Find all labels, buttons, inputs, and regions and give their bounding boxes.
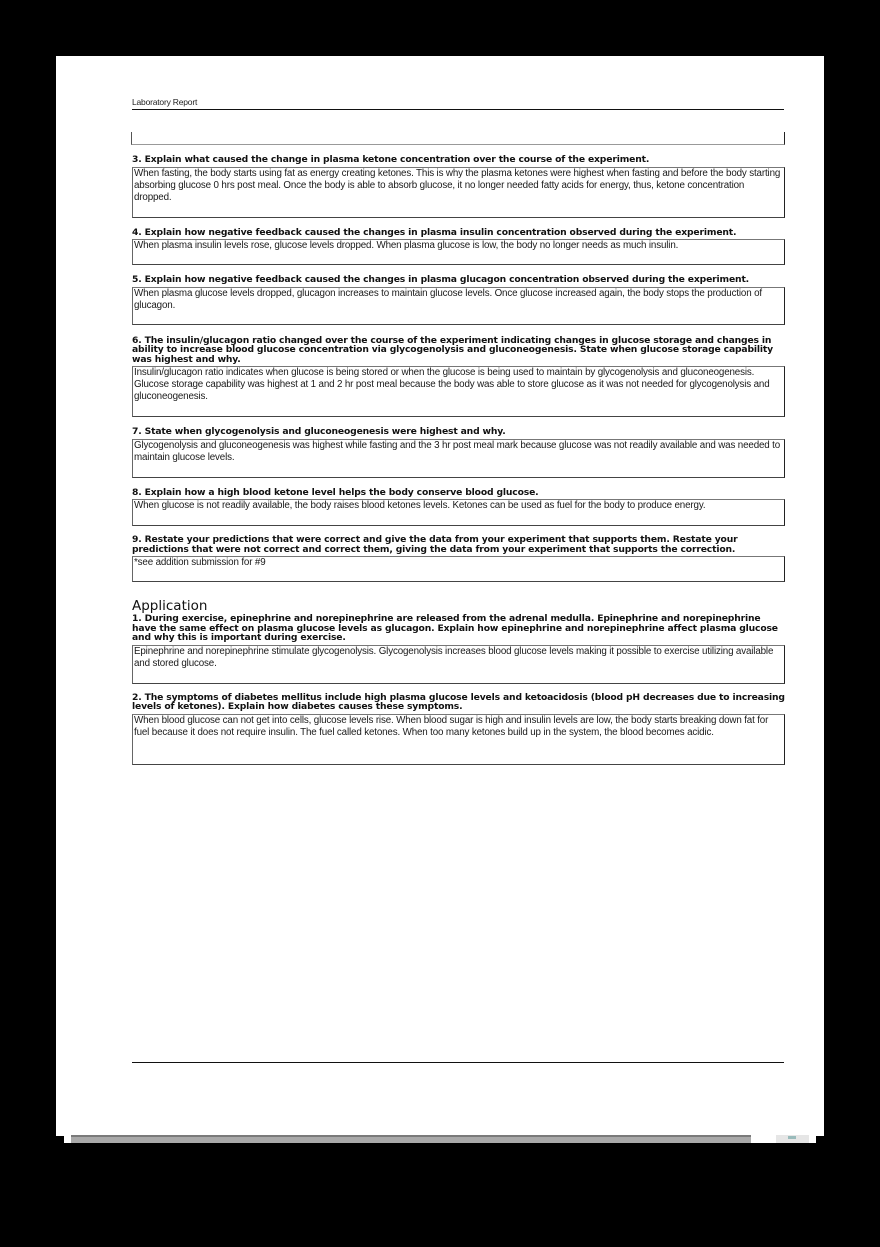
application-question-2 <box>132 693 785 765</box>
answer-field[interactable]: When fasting, the body starts using fat as energy creating ketones. This is why the plasma ketones were highest when fasting and before the body starting absorbing glucose 0 hrs post meal. Once the body is able to absorb glucose, it no longer needed fatty acids for energy, thus, ketone concentration dropped. <box>132 167 785 218</box>
question-3 <box>132 155 785 218</box>
question-4 <box>132 228 785 266</box>
question-prompt: 2. The symptoms of diabetes mellitus include high plasma glucose levels and ketoacidosis (blood pH decreases due to increasing levels of ketones). Explain how diabetes causes these symptoms. <box>132 691 785 712</box>
section-title-application: Application <box>132 598 208 614</box>
question-7 <box>132 427 785 478</box>
question-5 <box>132 275 785 325</box>
scrollbar-corner[interactable] <box>776 1135 809 1143</box>
horizontal-scrollbar[interactable] <box>64 1135 816 1143</box>
running-header: Laboratory Report <box>132 97 784 110</box>
document-page <box>56 56 824 1136</box>
question-prompt: 3. Explain what caused the change in plasma ketone concentration over the course of the experiment. <box>132 154 650 165</box>
answer-field[interactable]: When plasma glucose levels dropped, glucagon increases to maintain glucose levels. Once glucose increased again, the body stops the production of glucagon. <box>132 287 785 325</box>
answer-field[interactable]: When glucose is not readily available, the body raises blood ketones levels. Ketones can be used as fuel for the body to produce energy. <box>132 499 785 526</box>
answer-field[interactable]: Epinephrine and norepinephrine stimulate glycogenolysis. Glycogenolysis increases blood glucose levels making it possible to exercise utilizing available and stored glucose. <box>132 645 785 684</box>
question-prompt: 7. State when glycogenolysis and gluconeogenesis were highest and why. <box>132 426 506 437</box>
previous-answer-box-tail <box>131 132 785 145</box>
page-content <box>132 155 785 765</box>
question-6 <box>132 336 785 418</box>
footer-rule <box>132 1062 784 1063</box>
scrollbar-track[interactable] <box>71 1135 751 1143</box>
question-prompt: 5. Explain how negative feedback caused the changes in plasma glucagon concentration observed during the experiment. <box>132 274 750 285</box>
question-8 <box>132 488 785 527</box>
question-prompt: 4. Explain how negative feedback caused the changes in plasma insulin concentration observed during the experiment. <box>132 226 737 238</box>
question-prompt: 8. Explain how a high blood ketone level helps the body conserve blood glucose. <box>132 486 539 498</box>
answer-field[interactable]: When blood glucose can not get into cells, glucose levels rise. When blood sugar is high and insulin levels are low, the body starts breaking down fat for fuel because it does not require insulin. The fuel called ketones. When too many ketones build up in the system, the blood becomes acidic. <box>132 714 785 765</box>
question-prompt: 6. The insulin/glucagon ratio changed over the course of the experiment indicating changes in glucose storage and changes in ability to increase blood glucose concentration via glycogenolysis and gluconeogenesis. State when glucose storage capability was highest and why. <box>132 334 773 365</box>
question-prompt: 9. Restate your predictions that were correct and give the data from your experiment that supports them. Restate your predictions that were not correct and correct them, giving the data from your experiment that supports the correction. <box>132 534 738 555</box>
answer-field[interactable]: *see addition submission for #9 <box>132 556 785 582</box>
answer-field[interactable]: When plasma insulin levels rose, glucose levels dropped. When plasma glucose is low, the body no longer needs as much insulin. <box>132 239 785 265</box>
question-9 <box>132 535 785 582</box>
question-prompt: 1. During exercise, epinephrine and norepinephrine are released from the adrenal medulla. Epinephrine and norepinephrine have the same effect on plasma glucose levels as glucagon. Explain how epinephrine and norepinephrine affect plasma glucose and why this is important during exercise. <box>132 613 778 643</box>
application-question-1 <box>132 614 785 684</box>
grip-icon <box>788 1136 796 1139</box>
answer-field[interactable]: Glycogenolysis and gluconeogenesis was highest while fasting and the 3 hr post meal mark because glucose was not readily available and was needed to maintain glucose levels. <box>132 439 785 478</box>
application-section <box>132 599 785 765</box>
answer-field[interactable]: Insulin/glucagon ratio indicates when glucose is being stored or when the glucose is being used to maintain by glycogenolysis and gluconeogenesis. Glucose storage capability was highest at 1 and 2 hr post meal because the body was able to store glucose as it was not needed for glycogenolysis and gluconeogenesis. <box>132 366 785 417</box>
